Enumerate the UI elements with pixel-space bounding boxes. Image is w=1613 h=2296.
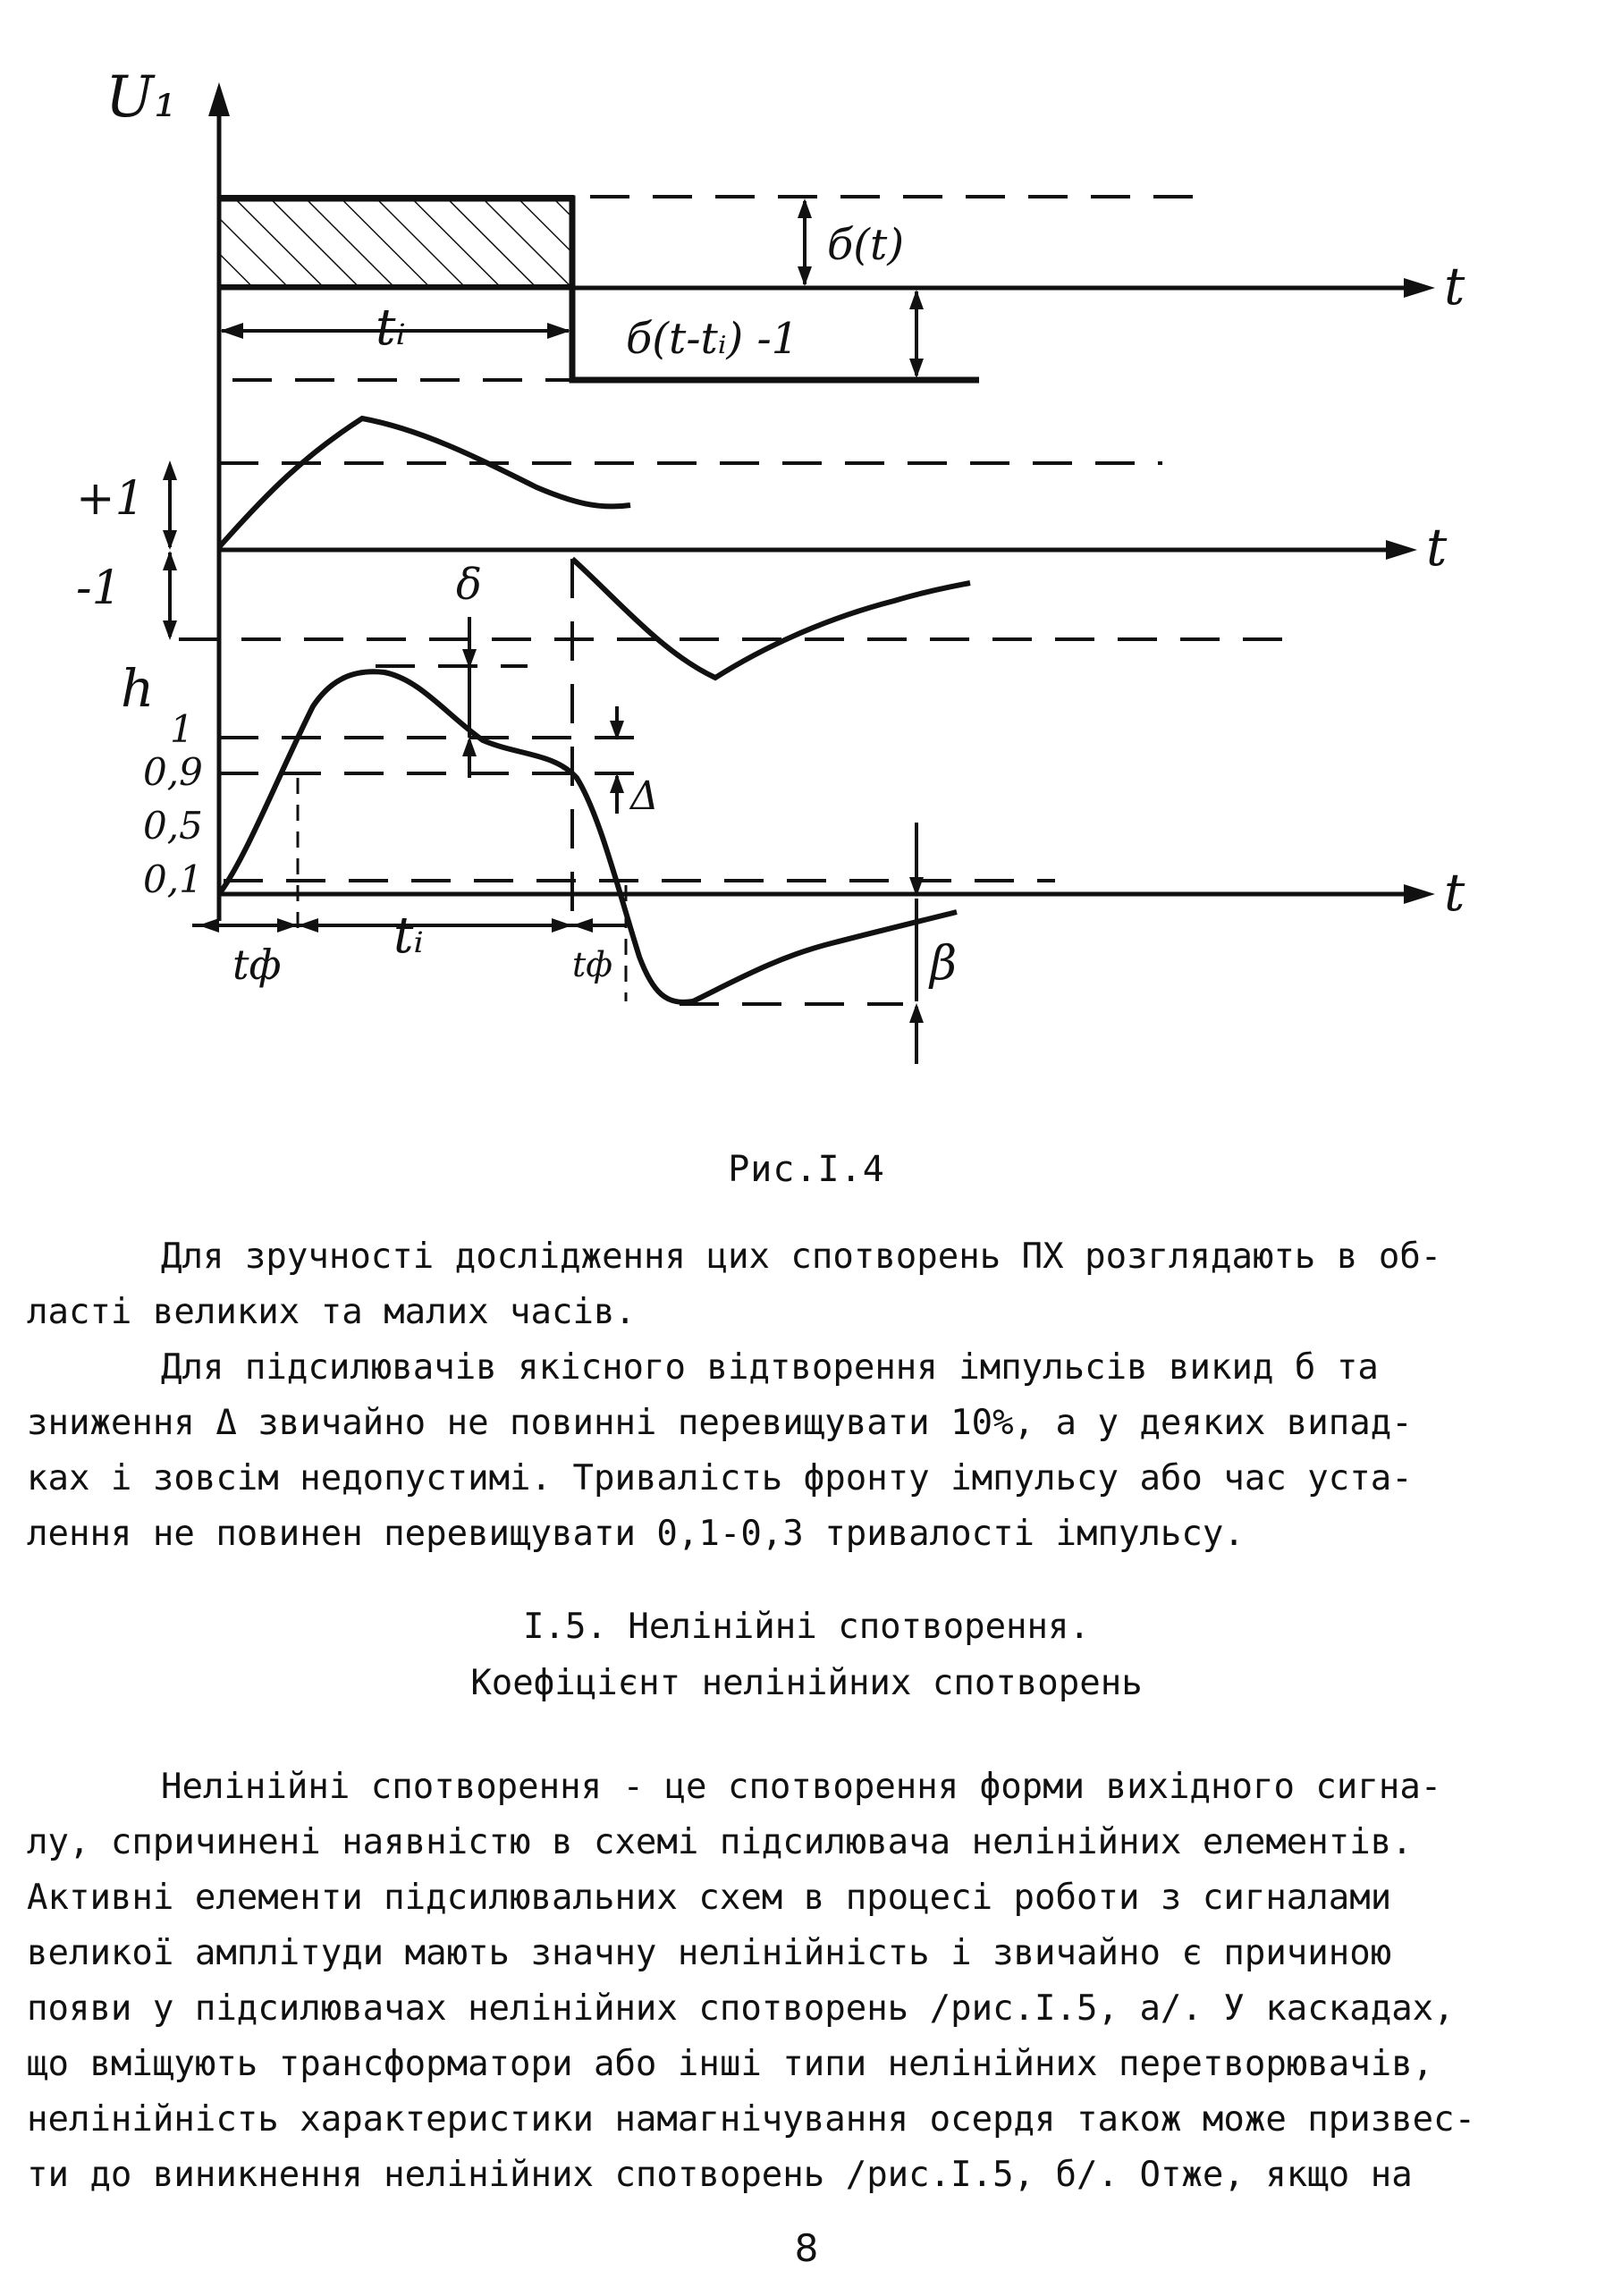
section-title: I.5. Нелінійні спотворення. <box>523 1607 1090 1647</box>
sigma-shift-label: б(t-tᵢ) -1 <box>626 314 799 364</box>
paragraph-1 <box>27 1229 1556 1562</box>
para2-line3: ках і зовсім недопустимі. Тривалість фронту імпульсу або час уста- <box>27 1458 1413 1498</box>
para3-line6: що вміщують трансформатори або інші типи нелінійних перетворювачів, <box>27 2044 1434 2084</box>
delta-sag-label: Δ <box>630 773 659 819</box>
para3-line8: ти до виникнення нелінійних спотворень /рис.I.5, б/. Отже, якщо на <box>27 2155 1413 2195</box>
plus-one-label: +1 <box>76 472 145 526</box>
positive-response-curve <box>219 418 630 547</box>
t-axis-label-1: t <box>1444 256 1465 317</box>
delta-overshoot-label: δ <box>456 560 482 610</box>
figure-caption: Рис.I.4 <box>728 1149 885 1190</box>
para3-line4: великої амплітуди мають значну нелінійність і звичайно є причиною <box>27 1933 1392 1973</box>
para3-line2: лу, спричинені наявністю в схемі підсилювача нелінійних елементів. <box>27 1822 1413 1862</box>
t-front-label-2: tф <box>572 945 613 984</box>
minus-one-label: -1 <box>76 561 122 615</box>
t-axis-label-2: t <box>1426 517 1448 578</box>
level-01-label: 0,1 <box>143 857 203 901</box>
figure-1-4 <box>0 0 1613 1118</box>
top-t-axis-arrow <box>1404 278 1435 298</box>
vertical-axis-arrow <box>208 82 230 116</box>
para3-line1: Нелінійні спотворення - це спотворення форми вихідного сигна- <box>161 1767 1442 1807</box>
page-number: 8 <box>794 2226 819 2270</box>
undershoot-label: β <box>930 937 958 991</box>
negative-response-curve <box>572 559 970 678</box>
para3-line5: появи у підсилювачах нелінійних спотворень /рис.I.5, а/. У каскадах, <box>27 1988 1455 2029</box>
para3-line7: нелінійність характеристики намагнічування осердя також може призвес- <box>27 2099 1476 2140</box>
para2-line1: Для підсилювачів якісного відтворення імпульсів викид б та <box>161 1347 1379 1388</box>
t-front-label: tф <box>232 941 282 989</box>
para2-line2: зниження Δ звичайно не повинні перевищувати 10%, а у деяких випад- <box>27 1403 1413 1443</box>
sigma-t-label: б(t) <box>827 220 905 270</box>
middle-t-axis-arrow <box>1386 540 1417 560</box>
level-1-label: 1 <box>170 707 194 751</box>
section-subtitle: Коефіцієнт нелінійних спотворень <box>470 1663 1143 1703</box>
para2-line4: лення не повинен перевищувати 0,1-0,3 тривалості імпульсу. <box>27 1514 1245 1554</box>
level-05-label: 0,5 <box>143 804 203 848</box>
ti-label-bottom: tᵢ <box>393 907 424 965</box>
h-label: h <box>121 658 155 719</box>
para3-line3: Активні елементи підсилювальних схем в процесі роботи з сигналами <box>27 1878 1392 1918</box>
paragraph-3 <box>27 1760 1556 2203</box>
pulse-hatched-area <box>219 197 572 286</box>
y-axis-label: U₁ <box>106 64 177 131</box>
bottom-t-axis-arrow <box>1404 884 1435 904</box>
para1-line1: Для зручності дослідження цих спотворень ПХ розглядають в об- <box>161 1237 1442 1277</box>
t-axis-label-3: t <box>1444 862 1465 923</box>
ti-label-top: tᵢ <box>376 299 406 357</box>
level-09-label: 0,9 <box>143 750 203 794</box>
para1-line2: ласті великих та малих часів. <box>27 1292 636 1332</box>
